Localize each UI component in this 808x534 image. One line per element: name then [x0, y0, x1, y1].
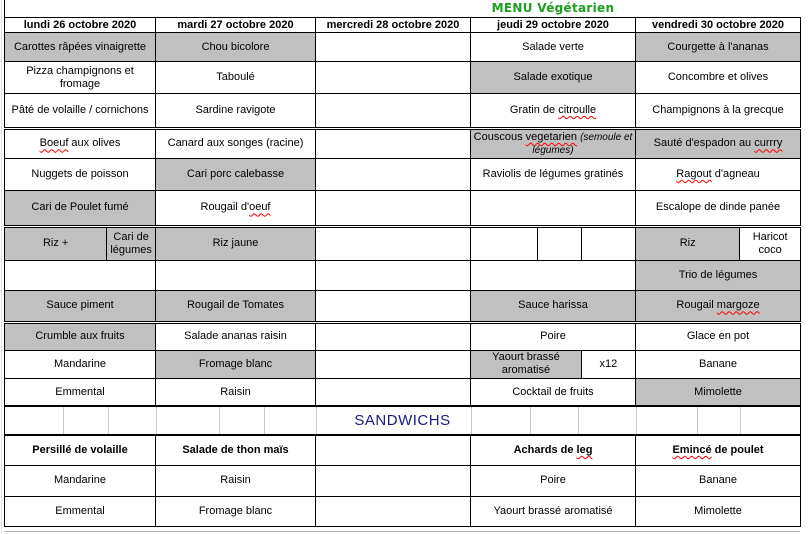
menu-item-cell[interactable]: Mimolette	[636, 496, 801, 526]
empty-cell[interactable]	[581, 228, 635, 260]
menu-item-cell[interactable]: Boeuf aux olives	[5, 129, 156, 159]
menu-item-cell[interactable]: Rougail margoze	[636, 290, 801, 322]
gridline-hint	[264, 407, 265, 434]
gridline-hint	[471, 407, 472, 434]
menu-item-cell[interactable]: Raisin	[156, 378, 316, 406]
menu-item-cell[interactable]: Champignons à la grecque	[636, 94, 801, 129]
split-menu-cell[interactable]	[471, 226, 636, 260]
menu-item-cell[interactable]: Courgette à l'ananas	[636, 33, 801, 62]
menu-item-cell[interactable]: Salade de thon maïs	[156, 435, 316, 465]
menu-row	[5, 190, 801, 226]
split-menu-cell[interactable]	[5, 226, 156, 260]
menu-item-cell[interactable]: Mandarine	[5, 350, 156, 378]
empty-cell[interactable]	[156, 260, 316, 290]
gridline-hint	[636, 407, 637, 434]
menu-item-cell[interactable]: Carottes râpées vinaigrette	[5, 33, 156, 62]
empty-cell[interactable]	[316, 190, 471, 226]
table-left-border-stub	[4, 0, 5, 17]
empty-cell[interactable]	[471, 190, 636, 226]
empty-cell[interactable]	[316, 465, 471, 496]
menu-row	[5, 322, 801, 350]
weekly-menu-table	[4, 17, 801, 527]
menu-row	[5, 378, 801, 406]
menu-item-cell[interactable]: Chou bicolore	[156, 33, 316, 62]
menu-row	[5, 496, 801, 526]
menu-row	[5, 226, 801, 260]
menu-item-cell[interactable]: Trio de légumes	[636, 260, 801, 290]
menu-item-cell[interactable]: Mimolette	[636, 378, 801, 406]
menu-item-cell[interactable]: Sauce harissa	[471, 290, 636, 322]
menu-row	[5, 158, 801, 190]
menu-item-cell[interactable]: Banane	[636, 350, 801, 378]
menu-item-cell[interactable]: Haricot coco	[739, 228, 800, 260]
empty-cell[interactable]	[5, 260, 156, 290]
day-header: jeudi 29 octobre 2020	[471, 18, 636, 33]
menu-item-cell[interactable]: Riz +	[5, 228, 106, 260]
gridline-hint	[108, 407, 109, 434]
gridline-hint	[63, 407, 64, 434]
menu-item-cell[interactable]: Poire	[471, 322, 636, 350]
gridline-hint	[316, 407, 317, 434]
menu-item-cell[interactable]: Cocktail de fruits	[471, 378, 636, 406]
menu-item-cell[interactable]: Pizza champignons et fromage	[5, 62, 156, 94]
italic-note: (semoule et légumes)	[532, 132, 633, 156]
menu-row	[5, 350, 801, 378]
menu-item-cell[interactable]: Persillé de volaille	[5, 435, 156, 465]
empty-cell[interactable]	[316, 350, 471, 378]
empty-cell[interactable]	[316, 496, 471, 526]
menu-item-cell[interactable]: Gratin de citroulle	[471, 94, 636, 129]
menu-item-cell[interactable]: Mandarine	[5, 465, 156, 496]
empty-cell[interactable]	[316, 260, 471, 290]
menu-item-cell[interactable]: Salade verte	[471, 33, 636, 62]
misspelled-word: margoze	[716, 299, 760, 312]
empty-cell[interactable]	[316, 378, 471, 406]
menu-row	[5, 465, 801, 496]
day-header-row	[5, 18, 801, 33]
menu-item-cell[interactable]: Fromage blanc	[156, 350, 316, 378]
empty-cell[interactable]	[316, 290, 471, 322]
split-menu-cell[interactable]	[471, 350, 636, 378]
menu-item-cell[interactable]: Emmental	[5, 496, 156, 526]
menu-item-cell[interactable]: Banane	[636, 465, 801, 496]
menu-item-cell[interactable]: Crumble aux fruits	[5, 322, 156, 350]
gridline-hint	[530, 407, 531, 434]
menu-item-cell[interactable]: Pâté de volaille / cornichons	[5, 94, 156, 129]
misspelled-word: Boeuf	[39, 137, 69, 150]
day-header: mardi 27 octobre 2020	[156, 18, 316, 33]
empty-cell[interactable]	[316, 62, 471, 94]
menu-item-cell[interactable]: Ragout d'agneau	[636, 158, 801, 190]
menu-item-cell[interactable]: Escalope de dinde panée	[636, 190, 801, 226]
menu-item-cell[interactable]: Salade exotique	[471, 62, 636, 94]
menu-item-cell[interactable]: Raviolis de légumes gratinés	[471, 158, 636, 190]
menu-item-cell[interactable]: Couscous vegetarien (semoule et légumes)	[471, 129, 636, 159]
empty-cell[interactable]	[316, 94, 471, 129]
day-header: vendredi 30 octobre 2020	[636, 18, 801, 33]
menu-item-cell[interactable]: x12	[581, 351, 635, 378]
menu-item-cell[interactable]: Achards de leg	[471, 435, 636, 465]
menu-item-cell[interactable]: Cari porc calebasse	[156, 158, 316, 190]
menu-item-cell[interactable]: Fromage blanc	[156, 496, 316, 526]
sandwichs-section-row	[5, 406, 801, 435]
menu-item-cell[interactable]: Canard aux songes (racine)	[156, 129, 316, 159]
day-header: lundi 26 octobre 2020	[5, 18, 156, 33]
menu-row	[5, 435, 801, 465]
menu-item-cell[interactable]: Sauce piment	[5, 290, 156, 322]
sandwichs-cell[interactable]	[5, 406, 801, 435]
page-edge-line	[1, 0, 2, 534]
menu-item-cell[interactable]: Concombre et olives	[636, 62, 801, 94]
misspelled-word: oeuf	[249, 201, 271, 214]
menu-row	[5, 62, 801, 94]
gridline-hint	[697, 407, 698, 434]
empty-cell[interactable]	[316, 322, 471, 350]
menu-item-cell[interactable]: Yaourt brassé aromatisé	[471, 351, 581, 378]
menu-item-cell[interactable]: Taboulé	[156, 62, 316, 94]
menu-item-cell[interactable]: Sauté d'espadon au currry	[636, 129, 801, 159]
misspelled-word: Emincé	[672, 444, 712, 457]
page-bottom-line	[4, 531, 800, 532]
misspelled-word: leg	[576, 444, 593, 457]
split-menu-cell[interactable]	[636, 226, 801, 260]
menu-row	[5, 290, 801, 322]
menu-item-cell[interactable]: Riz jaune	[156, 226, 316, 260]
menu-item-cell[interactable]: Rougail d'oeuf	[156, 190, 316, 226]
misspelled-word: Ragout	[676, 167, 712, 180]
menu-item-cell[interactable]: Glace en pot	[636, 322, 801, 350]
menu-row	[5, 129, 801, 159]
empty-cell[interactable]	[316, 33, 471, 62]
menu-item-cell[interactable]: Sardine ravigote	[156, 94, 316, 129]
menu-item-cell[interactable]: Emmental	[5, 378, 156, 406]
menu-item-cell[interactable]: Cari de légumes	[106, 228, 155, 260]
misspelled-word: citroulle	[558, 104, 597, 117]
sandwichs-label: SANDWICHS	[354, 412, 451, 430]
gridline-hint	[219, 407, 220, 434]
empty-cell[interactable]	[471, 260, 636, 290]
empty-cell[interactable]	[316, 158, 471, 190]
menu-item-cell[interactable]: Raisin	[156, 465, 316, 496]
empty-cell[interactable]	[316, 226, 471, 260]
empty-cell[interactable]	[316, 435, 471, 465]
menu-row	[5, 260, 801, 290]
day-header: mercredi 28 octobre 2020	[316, 18, 471, 33]
menu-row	[5, 33, 801, 62]
menu-row	[5, 94, 801, 129]
misspelled-word: vegetarien	[525, 131, 578, 143]
menu-item-cell[interactable]: Yaourt brassé aromatisé	[471, 496, 636, 526]
menu-item-cell[interactable]: Salade ananas raisin	[156, 322, 316, 350]
menu-item-cell[interactable]: Rougail de Tomates	[156, 290, 316, 322]
empty-cell[interactable]	[537, 228, 581, 260]
menu-item-cell[interactable]: Emincé de poulet	[636, 435, 801, 465]
empty-cell[interactable]	[471, 228, 537, 260]
menu-item-cell[interactable]: Nuggets de poisson	[5, 158, 156, 190]
misspelled-word: currry	[754, 137, 783, 150]
gridline-hint	[740, 407, 741, 434]
empty-cell[interactable]	[316, 129, 471, 159]
menu-title: MENU Végétarien	[491, 1, 615, 15]
menu-item-cell[interactable]: Poire	[471, 465, 636, 496]
menu-item-cell[interactable]: Cari de Poulet fumé	[5, 190, 156, 226]
menu-item-cell[interactable]: Riz	[636, 228, 739, 260]
gridline-hint	[156, 407, 157, 434]
gridline-hint	[578, 407, 579, 434]
